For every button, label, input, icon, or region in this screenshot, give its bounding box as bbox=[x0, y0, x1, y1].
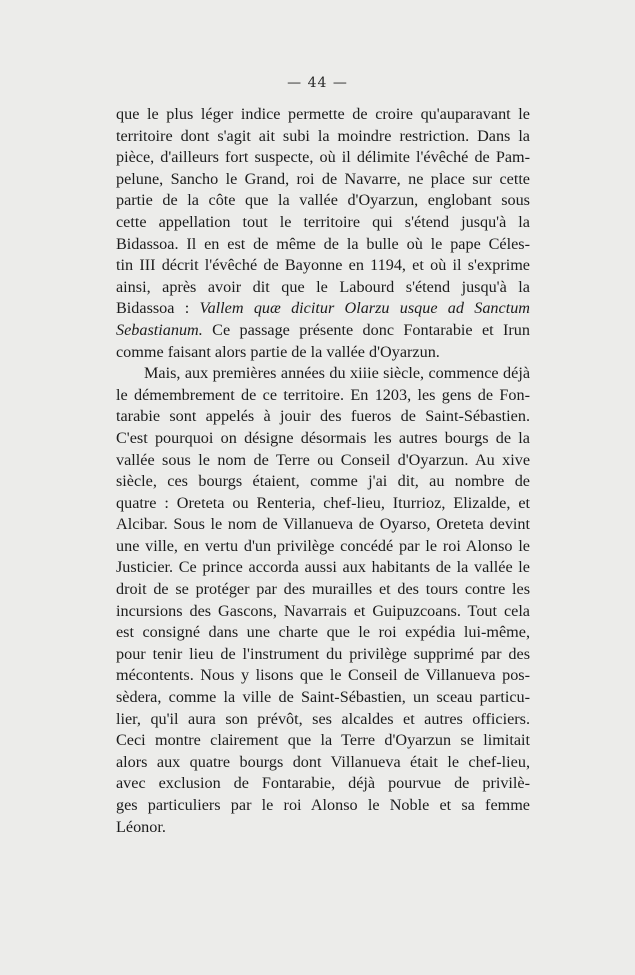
text-line: tin III décrit l'évêché de Bayonne en 1194, et où il s'exprime bbox=[116, 256, 530, 275]
text-line: Ceci montre clairement que la Terre d'Oyarzun se limitait bbox=[116, 731, 530, 750]
text-line: cette appellation tout le territoire qui s'étend jusqu'à la bbox=[116, 212, 530, 231]
text-line: lier, qu'il aura son prévôt, ses alcaldes et autres officiers. bbox=[116, 709, 530, 728]
text-line: territoire dont s'agit ait subi la moindre restriction. Dans la bbox=[116, 126, 530, 145]
text-line: mécontents. Nous y lisons que le Conseil de Villanueva pos- bbox=[116, 666, 530, 685]
text-line: tarabie sont appelés à jouir des fueros de Saint-Sébastien. bbox=[116, 407, 530, 426]
text-line: Justicier. Ce prince accorda aussi aux habitants de la vallée le bbox=[116, 558, 530, 577]
text-line: ainsi, après avoir dit que le Labourd s'étend jusqu'à la bbox=[116, 277, 530, 296]
text-line: pelune, Sancho le Grand, roi de Navarre, ne place sur cette bbox=[116, 169, 530, 188]
text-line: Alcibar. Sous le nom de Villanueva de Oyarso, Oreteta devint bbox=[116, 515, 530, 534]
text-line: alors aux quatre bourgs dont Villanueva était le chef-lieu, bbox=[116, 752, 530, 771]
text-line: Bidassoa. Il en est de même de la bulle où le pape Céles- bbox=[116, 234, 530, 253]
text-line: est consigné dans une charte que le roi expédia lui-même, bbox=[116, 623, 530, 642]
text-line: que le plus léger indice permette de croire qu'auparavant le bbox=[116, 105, 530, 123]
text-line: incursions des Gascons, Navarrais et Guipuzcoans. Tout cela bbox=[116, 601, 530, 620]
latin-quote: Vallem quæ dicitur Olarzu usque ad Sanctum bbox=[199, 299, 530, 318]
text-line: siècle, ces bourgs étaient, comme j'ai dit, au nombre de bbox=[116, 472, 530, 491]
paragraph-1 bbox=[116, 104, 530, 363]
latin-quote-end: Sebastianum. bbox=[116, 320, 203, 339]
text-line-with-latin bbox=[116, 298, 530, 320]
text-line: avec exclusion de Fontarabie, déjà pourvue de privilè- bbox=[116, 774, 530, 793]
text-line-with-latin bbox=[116, 320, 530, 342]
text-line: sèdera, comme la ville de Saint-Sébastien, un sceau particu- bbox=[116, 688, 530, 707]
body-text bbox=[116, 104, 530, 838]
text-line: Mais, aux premières années du xiiie siècle, commence déjà bbox=[144, 364, 530, 383]
text-line: le démembrement de ce territoire. En 1203, les gens de Fon- bbox=[116, 385, 530, 404]
text-line: Léonor. bbox=[116, 817, 166, 836]
text-line: C'est pourquoi on désigne désormais les autres bourgs de la bbox=[116, 428, 530, 447]
text-line: pièce, d'ailleurs fort suspecte, où il délimite l'évêché de Pam- bbox=[116, 148, 530, 167]
text-line: une ville, en vertu d'un privilège concédé par le roi Alonso le bbox=[116, 536, 530, 555]
text-line: droit de se protéger par des murailles et des tours contre les bbox=[116, 580, 530, 599]
text-line: comme faisant alors partie de la vallée d'Oyarzun. bbox=[116, 342, 440, 361]
text-fragment: Bidassoa : bbox=[116, 299, 190, 318]
text-line: vallée sous le nom de Terre ou Conseil d'Oyarzun. Au xive bbox=[116, 450, 530, 469]
text-line: ges particuliers par le roi Alonso le Noble et sa femme bbox=[116, 796, 530, 814]
page-number: — 44 — bbox=[287, 75, 348, 91]
text-line: quatre : Oreteta ou Renteria, chef-lieu, Iturrioz, Elizalde, et bbox=[116, 493, 530, 512]
text-line: partie de la côte que la vallée d'Oyarzun, englobant sous bbox=[116, 191, 530, 210]
text-fragment: Ce passage présente donc Fontarabie et Irun bbox=[212, 320, 530, 339]
text-line: pour tenir lieu de l'instrument du privilège supprimé par des bbox=[116, 644, 530, 663]
paragraph-2 bbox=[116, 363, 530, 838]
